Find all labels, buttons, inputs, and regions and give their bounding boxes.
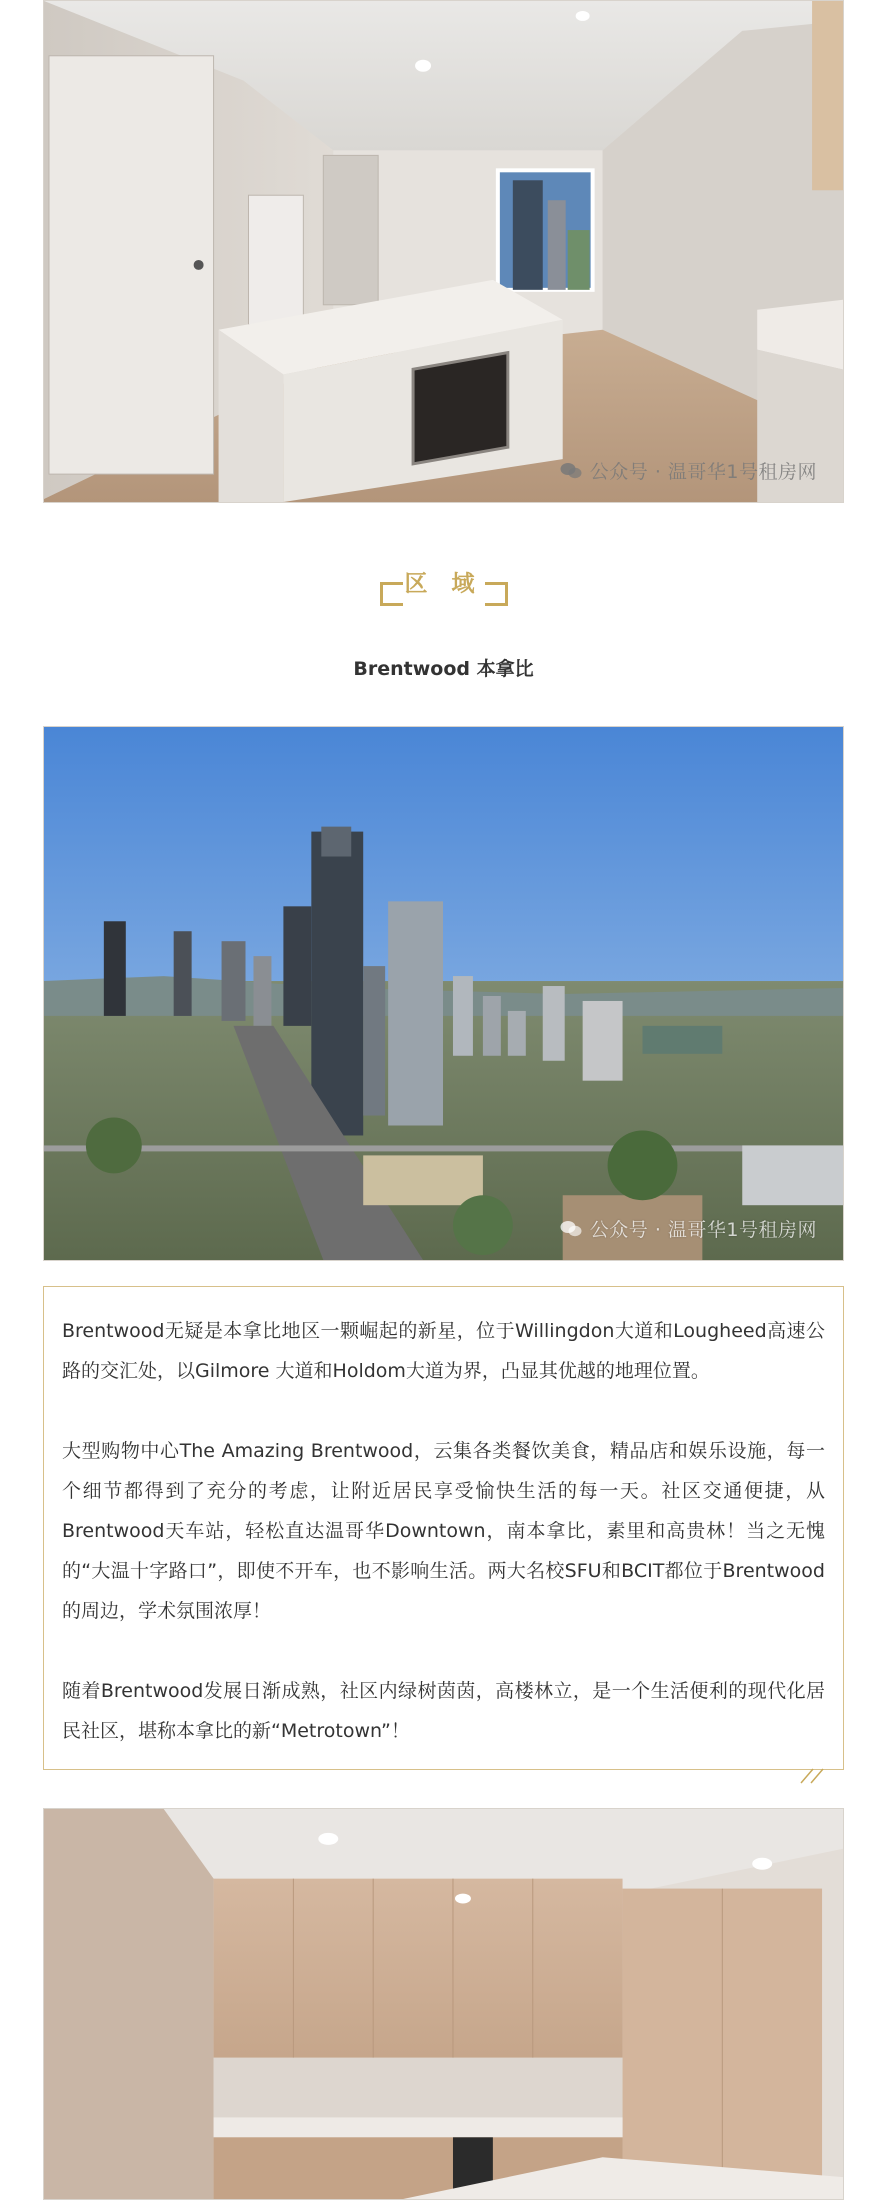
city-skyline-photo <box>43 726 844 1261</box>
interior-photo-graphic <box>44 1 843 502</box>
bracket-left-decoration <box>380 582 403 606</box>
description-paragraph-1: Brentwood无疑是本拿比地区一颗崛起的新星，位于Willingdon大道和Lougheed高速公路的交汇处，以Gilmore 大道和Holdom大道为界，凸显其优越的地理位置。 <box>62 1320 825 1382</box>
double-slash-decoration-icon <box>799 1765 827 1785</box>
watermark-text: 公众号 · 温哥华1号租房网 <box>589 1219 817 1241</box>
bracket-frame <box>380 568 508 606</box>
section-header <box>0 568 887 606</box>
wechat-icon <box>560 1220 582 1238</box>
interior-photo-living-area <box>43 0 844 503</box>
watermark <box>560 457 817 484</box>
section-subtitle: Brentwood 本拿比 <box>353 658 534 680</box>
section-title: 区 域 <box>404 570 483 597</box>
kitchen-photo <box>43 1808 844 2200</box>
wechat-icon <box>560 462 582 480</box>
city-skyline-graphic <box>44 727 843 1260</box>
watermark <box>560 1215 817 1242</box>
bracket-right-decoration <box>485 582 508 606</box>
kitchen-graphic <box>44 1809 843 2199</box>
description-paragraph-3: 随着Brentwood发展日渐成熟，社区内绿树茵茵，高楼林立，是一个生活便利的现代化居民社区，堪称本拿比的新“Metrotown”！ <box>62 1680 825 1742</box>
description-box <box>43 1286 844 1770</box>
description-paragraph-2: 大型购物中心The Amazing Brentwood，云集各类餐饮美食，精品店和娱乐设施，每一个细节都得到了充分的考虑，让附近居民享受愉快生活的每一天。社区交通便捷，从Brentwood天车站，轻松直达温哥华Downtown，南本拿比，素里和高贵林！当之无愧的“大温十字路口”，即使不开车，也不影响生活。两大名校SFU和BCIT都位于Brentwood的周边，学术氛围浓厚！ <box>62 1440 825 1622</box>
watermark-text: 公众号 · 温哥华1号租房网 <box>589 461 817 483</box>
